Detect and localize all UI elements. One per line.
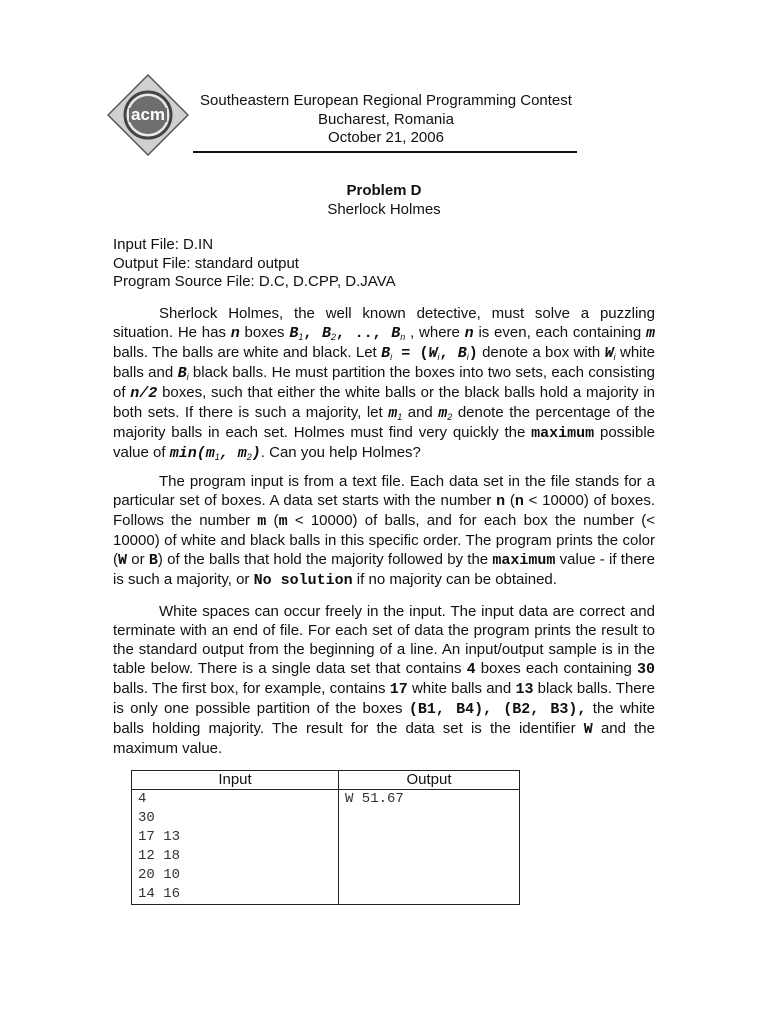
sample-input-cell — [132, 790, 339, 905]
acm-logo-text: acm — [130, 105, 166, 124]
input-line: 4 — [138, 791, 147, 807]
paragraph-sample-explanation: White spaces can occur freely in the input. The input data are correct and terminate with an end of file. For each set of data the program prints the result to the standard output from the beginning of a line. An input/output sample is in the table below. There is a single data set that contains 4 boxes each containing 30 balls. The first box, for example, contains 17 white balls and 13 black balls. There is only one possible partition of the boxes (B1, B4), (B2, B3), the white balls holding majority. The result for the data set is the identifier W and the maximum value. — [113, 603, 655, 757]
paragraph-statement: Sherlock Holmes, the well known detective, must solve a puzzling situation. He has n boxes $B_1$, $B_2$, .., $B_n$ , where n is even, each containing m balls. The balls are white and black. Let $B_i = (W_i$, $B_i$) denote a box with $W_i$ white balls and $B_i$ black balls. He must partition the boxes into two sets, each consisting of n/2 boxes, such that either the white balls or the black balls hold a majority in both sets. If there is such a majority, let $m_1$ and $m_2$ denote the percentage of the majority balls in each set. Holmes must find very quickly the maximum possible value of $\min(m_1$, $m_2$). Can you help Holmes? — [113, 305, 656, 462]
table-row — [132, 790, 520, 905]
output-line: W 51.67 — [345, 791, 404, 807]
problem-subtitle: Sherlock Holmes — [327, 201, 441, 218]
source-file: Program Source File: D.C, D.CPP, D.JAVA — [113, 273, 396, 290]
contest-header — [190, 92, 582, 148]
contest-location: Bucharest, Romania — [318, 110, 454, 128]
input-column-header: Input — [132, 771, 339, 790]
input-line: 14 16 — [138, 886, 181, 902]
output-column-header: Output — [339, 771, 520, 790]
table-header-row — [132, 771, 520, 790]
input-line: 12 18 — [138, 848, 181, 864]
contest-date: October 21, 2006 — [328, 129, 444, 146]
sample-output-cell — [339, 790, 520, 905]
output-file: Output File: standard output — [113, 254, 299, 272]
problem-title: Problem D — [346, 182, 422, 199]
header-divider — [193, 151, 577, 153]
acm-logo — [107, 74, 189, 156]
paragraph-input-format: The program input is from a text file. Each data set in the file stands for a particular set of boxes. A data set starts with the number n (n < 10000) of boxes. Follows the number m (m < 10000) of balls, and for each box the number (< 10000) of white and black balls in this specific order. The program prints the color (W or B) of the balls that hold the majority followed by the maximum value - if there is such a majority, or No solution if no majority can be obtained. — [113, 473, 655, 589]
input-file: Input File: D.IN — [113, 236, 214, 253]
contest-name: Southeastern European Regional Programming Contest — [200, 92, 572, 109]
sample-io-table — [131, 770, 520, 905]
input-line: 17 13 — [138, 829, 181, 845]
file-info — [113, 236, 396, 292]
input-line: 20 10 — [138, 867, 181, 883]
input-line: 30 — [138, 810, 155, 826]
